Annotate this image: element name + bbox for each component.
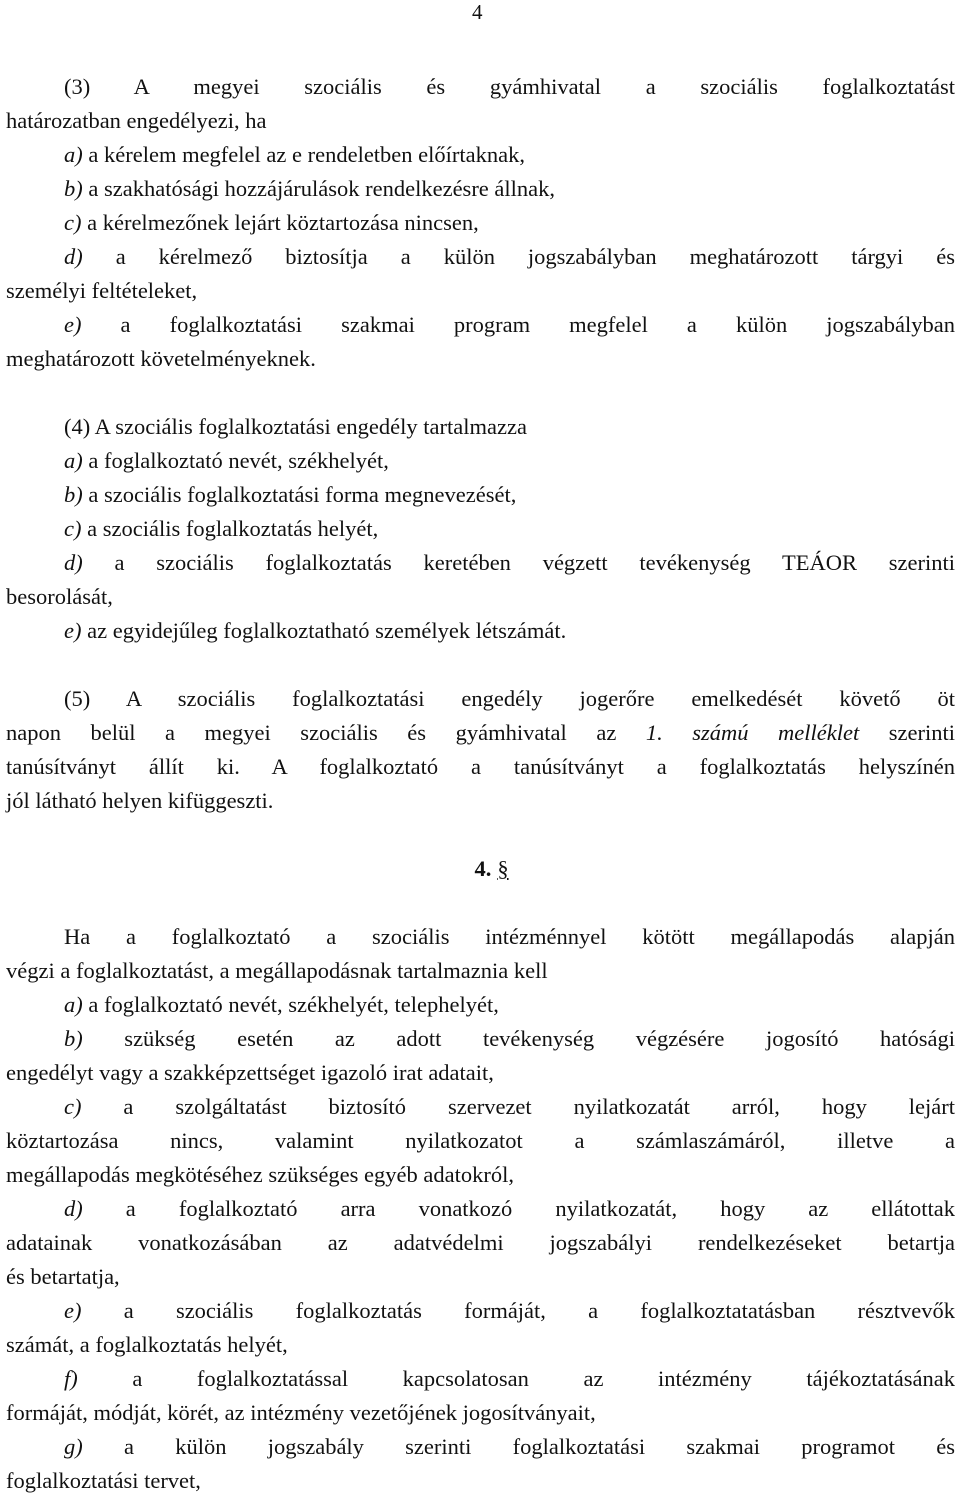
item-label: a) [64,992,83,1017]
item-text: a foglalkoztatási szakmai program megfelel a külön jogszabályban [81,312,955,337]
paragraph-5-line-4: jól látható helyen kifüggeszti. [6,788,274,813]
section-number: 4. [474,856,492,881]
item-text: az egyidejűleg foglalkoztatható személyek létszámát. [81,618,567,643]
paragraph-4-line-1: (4) A szociális foglalkoztatási engedély tartalmazza [64,414,527,439]
item-label: b) [64,176,83,201]
list-item-3d [6,240,955,274]
paragraph-3-line-1: (3) A megyei szociális és gyámhivatal a szociális foglalkoztatást [64,74,955,99]
paragraph-5 [6,682,955,818]
paragraph-6-line-2: végzi a foglalkoztatást, a megállapodásnak tartalmaznia kell [6,958,548,983]
item-text: a szociális foglalkoztatás helyét, [81,516,379,541]
list-item-6b [6,1022,955,1056]
text-run: szerinti [859,720,956,745]
item-label: e) [64,1298,82,1323]
list-item-4e [6,614,955,648]
list-item-6g [6,1430,955,1464]
item-label: d) [64,550,83,575]
paragraph-6 [6,920,955,1498]
list-item-6a [6,988,955,1022]
paragraph-5-line-3: tanúsítványt állít ki. A foglalkoztató a tanúsítványt a foglalkoztatás helyszínén [6,754,955,779]
page-number: 4 [472,0,483,24]
list-item-6d-cont-2: és betartatja, [6,1264,120,1289]
item-text: a foglalkoztató nevét, székhelyét, telephelyét, [82,992,499,1017]
item-label: g) [64,1434,83,1459]
item-text: a kérelem megfelel az e rendeletben előírtaknak, [82,142,526,167]
item-text: a kérelmező biztosítja a külön jogszabályban meghatározott tárgyi és [82,244,955,269]
item-text: a külön jogszabály szerinti foglalkoztatási szakmai programot és [82,1434,955,1459]
list-item-6e-cont: számát, a foglalkoztatás helyét, [6,1332,288,1357]
paragraph-5-line-2 [6,716,955,750]
list-item-6c-cont-2: megállapodás megkötéséhez szükséges egyéb adatokról, [6,1162,514,1187]
list-item-4d [6,546,955,580]
paragraph-3 [6,70,955,376]
item-text: a foglalkoztató nevét, székhelyét, [82,448,389,473]
item-text: a szociális foglalkoztatási forma megnevezését, [82,482,517,507]
item-text: a foglalkoztatással kapcsolatosan az intézmény tájékoztatásának [77,1366,955,1391]
paragraph-3-line-2: határozatban engedélyezi, ha [6,108,267,133]
item-label: d) [64,244,83,269]
list-item-3e [6,308,955,342]
text-run: napon belül a megyei szociális és gyámhivatal az [6,720,646,745]
list-item-6b-cont: engedélyt vagy a szakképzettséget igazoló irat adatait, [6,1060,494,1085]
item-text: a szociális foglalkoztatás keretében végzett tevékenység TEÁOR szerinti [82,550,955,575]
annex-reference: 1. számú melléklet [645,720,860,745]
item-text: a szociális foglalkoztatás formáját, a foglalkoztatatásban résztvevők [81,1298,955,1323]
item-label: f) [64,1366,78,1391]
section-symbol: § [497,856,509,881]
list-item-6f-cont: formáját, módját, körét, az intézmény vezetőjének jogosítványait, [6,1400,596,1425]
list-item-6f [6,1362,955,1396]
list-item-6d-cont-1: adatainak vonatkozásában az adatvédelmi jogszabályi rendelkezéseket betartja [6,1230,955,1255]
list-item-4b [6,478,955,512]
list-item-3e-cont: meghatározott követelményeknek. [6,346,316,371]
paragraph-5-line-1: (5) A szociális foglalkoztatási engedély jogerőre emelkedését követő öt [64,686,955,711]
item-label: d) [64,1196,83,1221]
item-label: c) [64,1094,82,1119]
item-text: a foglalkoztató arra vonatkozó nyilatkozatát, hogy az ellátottak [82,1196,955,1221]
list-item-6c [6,1090,955,1124]
paragraph-6-line-1: Ha a foglalkoztató a szociális intézménnyel kötött megállapodás alapján [64,924,955,949]
list-item-4c [6,512,955,546]
list-item-4a [6,444,955,478]
list-item-4d-cont: besorolását, [6,584,113,609]
item-label: a) [64,142,83,167]
item-label: c) [64,210,82,235]
list-item-3d-cont: személyi feltételeket, [6,278,198,303]
item-label: b) [64,1026,83,1051]
item-label: c) [64,516,82,541]
item-text: a szakhatósági hozzájárulások rendelkezésre állnak, [82,176,556,201]
section-heading [6,852,955,886]
item-text: a szolgáltatást biztosító szervezet nyilatkozatát arról, hogy lejárt [81,1094,955,1119]
list-item-3b [6,172,955,206]
item-label: e) [64,618,82,643]
document-body [6,70,955,1498]
list-item-6c-cont-1: köztartozása nincs, valamint nyilatkozatot a számlaszámáról, illetve a [6,1128,955,1153]
list-item-6g-cont: foglalkoztatási tervet, [6,1468,201,1493]
item-label: b) [64,482,83,507]
list-item-6e [6,1294,955,1328]
list-item-3a [6,138,955,172]
item-label: a) [64,448,83,473]
item-label: e) [64,312,82,337]
paragraph-4 [6,410,955,648]
item-text: szükség esetén az adott tevékenység végzésére jogosító hatósági [82,1026,955,1051]
list-item-3c [6,206,955,240]
item-text: a kérelmezőnek lejárt köztartozása nincsen, [81,210,479,235]
list-item-6d [6,1192,955,1226]
